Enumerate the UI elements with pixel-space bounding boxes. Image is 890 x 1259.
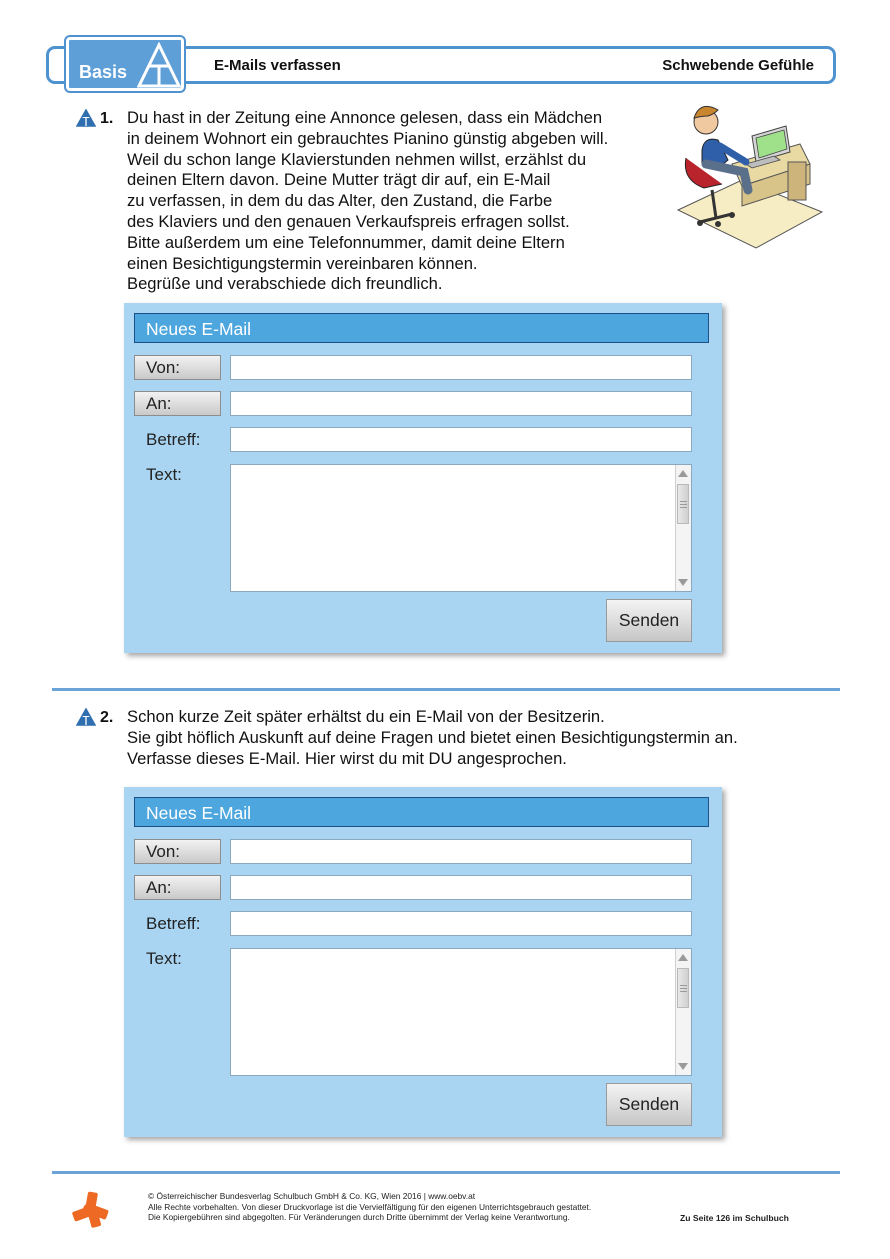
section-divider bbox=[52, 688, 840, 691]
scrollbar[interactable] bbox=[675, 949, 691, 1075]
subject-label: Betreff: bbox=[146, 914, 201, 933]
from-button[interactable]: Von: bbox=[134, 839, 221, 864]
email-form-1 bbox=[124, 303, 722, 653]
to-button[interactable]: An: bbox=[134, 875, 221, 900]
body-textarea[interactable] bbox=[230, 464, 692, 592]
scroll-down-arrow-icon[interactable] bbox=[678, 1063, 688, 1070]
footer-divider bbox=[52, 1171, 840, 1174]
send-button[interactable]: Senden bbox=[606, 1083, 692, 1126]
worksheet-title: E-Mails verfassen bbox=[214, 57, 341, 74]
scroll-up-arrow-icon[interactable] bbox=[678, 954, 688, 961]
task-1-number: 1. bbox=[100, 110, 114, 127]
to-button[interactable]: An: bbox=[134, 391, 221, 416]
send-button[interactable]: Senden bbox=[606, 599, 692, 642]
textbook-reference: Zu Seite 126 im Schulbuch bbox=[680, 1213, 789, 1223]
task-2-text: Schon kurze Zeit später erhältst du ein E-Mail von der Besitzerin. Sie gibt höflich Auskunft auf deine Fragen und bietet einen Besichtigungstermin an. Verfasse dieses E-Mail. Hier wirst du mit DU angesprochen. bbox=[127, 707, 738, 768]
person-at-computer-illustration bbox=[676, 98, 826, 258]
from-input[interactable] bbox=[230, 839, 692, 864]
text-label: Text: bbox=[146, 949, 182, 968]
publisher-logo-icon bbox=[70, 1190, 110, 1230]
email-form-title: Neues E-Mail bbox=[134, 797, 709, 827]
from-button[interactable]: Von: bbox=[134, 355, 221, 380]
task-1-text: Du hast in der Zeitung eine Annonce gelesen, dass ein Mädchen in deinem Wohnort ein gebrauchtes Pianino günstig abgeben will. Weil du schon lange Klavierstunden nehmen willst, erzählst du deinen Eltern davon. Deine Mutter trägt dir auf, ein E-Mail zu verfassen, in dem du das Alter, den Zustand, die Farbe des Klaviers und den genauen Verkaufspreis erfragen sollst. Bitte außerdem um eine Telefonnummer, damit deine Eltern einen Besichtigungstermin vereinbaren können. Begrüße und verabschiede dich freundlich. bbox=[127, 108, 609, 294]
from-input[interactable] bbox=[230, 355, 692, 380]
subject-input[interactable] bbox=[230, 911, 692, 936]
scroll-up-arrow-icon[interactable] bbox=[678, 470, 688, 477]
chapter-title: Schwebende Gefühle bbox=[662, 57, 814, 74]
subject-input[interactable] bbox=[230, 427, 692, 452]
copyright-notice: © Österreichischer Bundesverlag Schulbuch GmbH & Co. KG, Wien 2016 | www.oebv.at Alle Rechte vorbehalten. Von dieser Druckvorlage ist die Vervielfältigung für den eigenen Unterrichtsgebrauch gestattet. Die Kopiergebühren sind abgegolten. Für Veränderungen durch Dritte übernimmt der Verlag keine Verantwortung. bbox=[148, 1191, 592, 1222]
level-badge bbox=[66, 37, 184, 91]
scroll-thumb[interactable] bbox=[677, 968, 689, 1008]
scroll-thumb[interactable] bbox=[677, 484, 689, 524]
pyramid-icon bbox=[137, 42, 181, 88]
text-label: Text: bbox=[146, 465, 182, 484]
email-form-2 bbox=[124, 787, 722, 1137]
to-input[interactable] bbox=[230, 391, 692, 416]
level-pyramid-icon bbox=[76, 109, 96, 127]
scrollbar[interactable] bbox=[675, 465, 691, 591]
email-form-title: Neues E-Mail bbox=[134, 313, 709, 343]
to-input[interactable] bbox=[230, 875, 692, 900]
level-pyramid-icon bbox=[76, 708, 96, 726]
subject-label: Betreff: bbox=[146, 430, 201, 449]
body-textarea[interactable] bbox=[230, 948, 692, 1076]
scroll-down-arrow-icon[interactable] bbox=[678, 579, 688, 586]
task-2-number: 2. bbox=[100, 709, 114, 726]
level-label: Basis bbox=[79, 62, 128, 82]
